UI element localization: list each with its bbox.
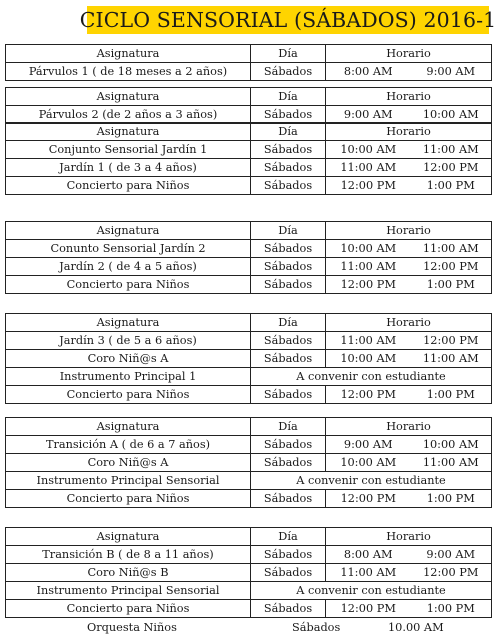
table-row (6, 490, 492, 508)
header-horario: Horario (326, 123, 492, 141)
header-asignatura: Asignatura (6, 314, 251, 332)
course-name: Transición B ( de 8 a 11 años) (6, 546, 251, 564)
course-name: Jardín 2 ( de 4 a 5 años) (6, 258, 251, 276)
header-asignatura: Asignatura (6, 123, 251, 141)
start-time: 11:00 AM (326, 332, 411, 350)
start-time: 11:00 AM (326, 159, 411, 177)
table-row (6, 177, 492, 195)
course-name: Instrumento Principal Sensorial (6, 582, 251, 600)
course-day: Sábados (251, 386, 326, 404)
end-time: 12:00 PM (411, 564, 492, 582)
course-name: Concierto para Niños (6, 490, 251, 508)
course-name: Concierto para Niños (6, 386, 251, 404)
course-day: Sábados (251, 546, 326, 564)
end-time: 12:00 PM (411, 159, 492, 177)
table-row (6, 472, 492, 490)
footer-row (5, 619, 491, 637)
table-row (6, 159, 492, 177)
course-name: Conjunto Sensorial Jardín 1 (6, 141, 251, 159)
course-name: Concierto para Niños (6, 600, 251, 618)
footer-name: Orquesta Niños (87, 621, 177, 634)
course-name: Concierto para Niños (6, 177, 251, 195)
course-name: Coro Niñ@s A (6, 454, 251, 472)
header-horario: Horario (326, 88, 492, 106)
course-name: Jardín 1 ( de 3 a 4 años) (6, 159, 251, 177)
course-day: Sábados (251, 141, 326, 159)
table-row (6, 386, 492, 404)
table-row (6, 564, 492, 582)
end-time: 9:00 AM (411, 546, 492, 564)
table-row (6, 106, 492, 124)
header-asignatura: Asignatura (6, 418, 251, 436)
course-name: Coro Niñ@s A (6, 350, 251, 368)
page-title: CICLO SENSORIAL (SÁBADOS) 2016-1 (79, 8, 496, 32)
table-header-row (6, 123, 492, 141)
footer-day: Sábados (292, 621, 341, 634)
end-time: 10:00 AM (411, 436, 492, 454)
schedule-table (5, 417, 492, 508)
course-day: Sábados (251, 332, 326, 350)
course-day: Sábados (251, 258, 326, 276)
header-asignatura: Asignatura (6, 222, 251, 240)
start-time: 10:00 AM (326, 454, 411, 472)
course-day: Sábados (251, 276, 326, 294)
start-time: 8:00 AM (326, 546, 411, 564)
table-header-row (6, 314, 492, 332)
table-row (6, 546, 492, 564)
table-row (6, 258, 492, 276)
start-time: 8:00 AM (326, 63, 411, 81)
table-row (6, 350, 492, 368)
schedule-note: A convenir con estudiante (251, 472, 492, 490)
start-time: 9:00 AM (326, 106, 411, 124)
schedule-table (5, 313, 492, 404)
start-time: 12:00 PM (326, 490, 411, 508)
header-dia: Día (251, 528, 326, 546)
table-row (6, 582, 492, 600)
course-day: Sábados (251, 240, 326, 258)
end-time: 1:00 PM (411, 386, 492, 404)
table-row (6, 436, 492, 454)
end-time: 9:00 AM (411, 63, 492, 81)
table-header-row (6, 418, 492, 436)
end-time: 10:00 AM (411, 106, 492, 124)
header-asignatura: Asignatura (6, 528, 251, 546)
schedule-table (5, 44, 492, 81)
start-time: 10:00 AM (326, 240, 411, 258)
header-asignatura: Asignatura (6, 88, 251, 106)
start-time: 9:00 AM (326, 436, 411, 454)
schedule-table (5, 527, 492, 618)
start-time: 10:00 AM (326, 350, 411, 368)
header-horario: Horario (326, 528, 492, 546)
table-row (6, 240, 492, 258)
course-day: Sábados (251, 63, 326, 81)
header-horario: Horario (326, 418, 492, 436)
course-name: Concierto para Niños (6, 276, 251, 294)
table-row (6, 141, 492, 159)
table-row (6, 368, 492, 386)
table-header-row (6, 222, 492, 240)
course-name: Instrumento Principal Sensorial (6, 472, 251, 490)
end-time: 11:00 AM (411, 240, 492, 258)
header-dia: Día (251, 88, 326, 106)
header-dia: Día (251, 222, 326, 240)
table-row (6, 332, 492, 350)
header-dia: Día (251, 45, 326, 63)
start-time: 12:00 PM (326, 386, 411, 404)
header-horario: Horario (326, 222, 492, 240)
schedule-table (5, 122, 492, 195)
course-day: Sábados (251, 106, 326, 124)
course-name: Párvulos 1 ( de 18 meses a 2 años) (6, 63, 251, 81)
header-asignatura: Asignatura (6, 45, 251, 63)
course-day: Sábados (251, 564, 326, 582)
end-time: 1:00 PM (411, 177, 492, 195)
table-row (6, 63, 492, 81)
table-row (6, 600, 492, 618)
header-dia: Día (251, 123, 326, 141)
header-dia: Día (251, 418, 326, 436)
table-row (6, 276, 492, 294)
footer-time: 10.00 AM (388, 621, 444, 634)
start-time: 12:00 PM (326, 177, 411, 195)
end-time: 1:00 PM (411, 490, 492, 508)
course-day: Sábados (251, 350, 326, 368)
course-day: Sábados (251, 600, 326, 618)
end-time: 12:00 PM (411, 332, 492, 350)
schedule-table (5, 221, 492, 294)
course-name: Coro Niñ@s B (6, 564, 251, 582)
start-time: 10:00 AM (326, 141, 411, 159)
end-time: 12:00 PM (411, 258, 492, 276)
header-horario: Horario (326, 45, 492, 63)
course-day: Sábados (251, 454, 326, 472)
course-name: Transición A ( de 6 a 7 años) (6, 436, 251, 454)
table-header-row (6, 45, 492, 63)
course-name: Instrumento Principal 1 (6, 368, 251, 386)
course-name: Jardín 3 ( de 5 a 6 años) (6, 332, 251, 350)
start-time: 12:00 PM (326, 276, 411, 294)
end-time: 1:00 PM (411, 600, 492, 618)
table-row (6, 454, 492, 472)
start-time: 11:00 AM (326, 564, 411, 582)
course-day: Sábados (251, 490, 326, 508)
end-time: 1:00 PM (411, 276, 492, 294)
header-horario: Horario (326, 314, 492, 332)
end-time: 11:00 AM (411, 454, 492, 472)
start-time: 11:00 AM (326, 258, 411, 276)
course-day: Sábados (251, 177, 326, 195)
course-name: Conunto Sensorial Jardín 2 (6, 240, 251, 258)
end-time: 11:00 AM (411, 141, 492, 159)
course-name: Párvulos 2 (de 2 años a 3 años) (6, 106, 251, 124)
end-time: 11:00 AM (411, 350, 492, 368)
course-day: Sábados (251, 436, 326, 454)
start-time: 12:00 PM (326, 600, 411, 618)
header-dia: Día (251, 314, 326, 332)
schedule-note: A convenir con estudiante (251, 582, 492, 600)
table-header-row (6, 88, 492, 106)
schedule-note: A convenir con estudiante (251, 368, 492, 386)
table-header-row (6, 528, 492, 546)
course-day: Sábados (251, 159, 326, 177)
schedule-table (5, 87, 492, 124)
